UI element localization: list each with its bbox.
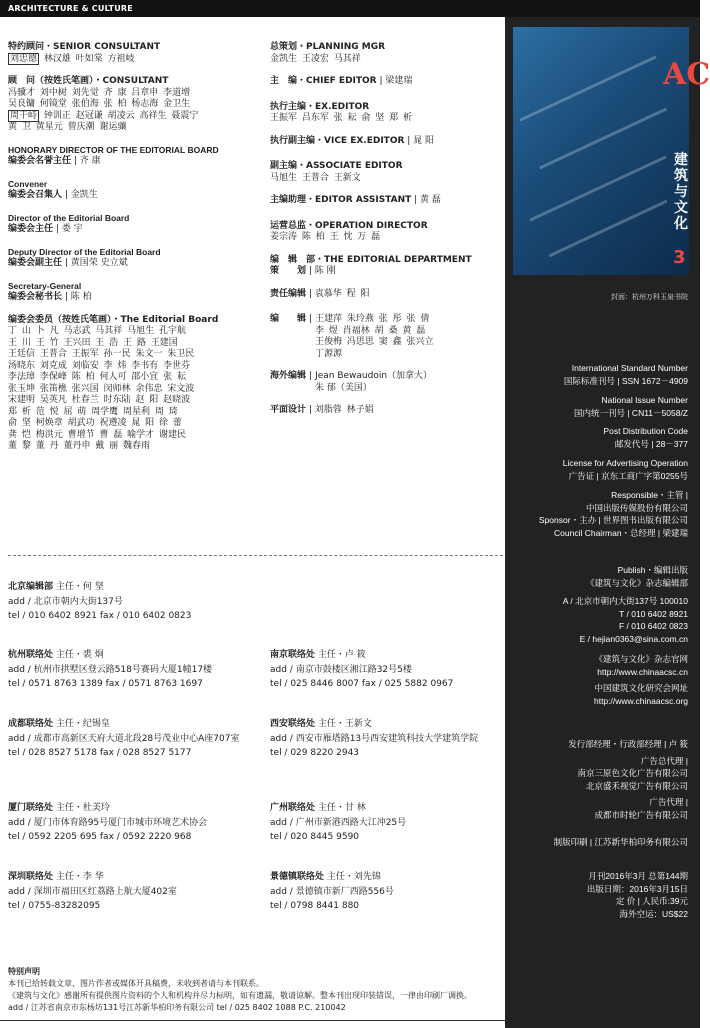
consultant-title: 顾 问（按姓氏笔画）・CONSULTANT	[8, 76, 169, 86]
office-tel: tel / 029 8220 2943	[270, 748, 360, 758]
office-addr: add / 深圳市福田区红荔路上航大厦402室	[8, 886, 177, 897]
editors-row: 李 煜 肖福林 胡 桑 黄 磊	[315, 325, 426, 336]
office-jingdezhen	[270, 870, 502, 914]
middle-column	[270, 42, 502, 428]
consultant-row: 周干峙 钟训正 赵冠谦 胡凌云 高祥生 聂震宁	[10, 110, 199, 121]
associate-label: 副主编・ASSOCIATE EDITOR	[270, 161, 403, 171]
overseas-row: Jean Bewaudoin（加拿大）	[315, 371, 433, 381]
ad-line: 北京盛禾视觉广告有限公司	[585, 780, 688, 791]
office-shenzhen	[8, 870, 258, 914]
chief-planner-block	[270, 42, 502, 65]
operation-block	[270, 221, 502, 244]
convener-name: 金凯生	[70, 190, 98, 200]
ad-block	[512, 738, 688, 821]
issue-line: 月刊2016年3月 总第144期	[588, 871, 688, 881]
secretary-label: 编委会秘书长	[8, 292, 63, 302]
operation-names: 姜宗涛 陈 柏 王 忱 万 磊	[270, 232, 381, 242]
deputy-en: Deputy Director of the Editorial Board	[8, 246, 161, 257]
cover-title: 建筑与文化	[674, 152, 688, 232]
office-tel: tel / 010 6402 8921 fax / 010 6402 0823	[8, 611, 192, 621]
special-notice	[8, 966, 503, 1014]
office-addr: add / 杭州市拱墅区登云路518号赛码大厦1幢17楼	[8, 664, 213, 675]
responsible-names: 袁慕华 程 阳	[314, 288, 370, 299]
chief-editor-name: 梁建瑞	[385, 76, 413, 86]
secretary-name: 陈 柏	[70, 292, 92, 302]
office-head: 主任・王新文	[317, 719, 372, 729]
planner-label: 策 划	[270, 266, 307, 276]
office-name: 景德镇联络处	[270, 872, 325, 882]
cover-image	[513, 27, 710, 275]
office-name: 厦门联络处	[8, 803, 54, 813]
assistant-block: 主编助理・EDITOR ASSISTANT | 黄 磊	[270, 195, 441, 205]
web-line: http://www.chinaacsc.org	[593, 695, 688, 706]
editors-block: 编 辑 | 王建萍 朱玲燕 张 彤 张 倩 李 煜 肖福林 胡 桑 黄 磊 王俊梅 冯思思 窦 鑫 张兴立 丁源源	[270, 314, 434, 359]
consultant-row: 冯骥才 刘中树 刘先觉 齐 康 吕章申 李道增	[8, 87, 191, 98]
consultant-row: 吴良镛 何镜堂 张伯海 张 柏 杨志海 金卫生	[8, 99, 191, 109]
license-block	[512, 457, 688, 482]
web-line: http://www.chinaacsc.cn	[597, 666, 688, 677]
editors-row: 王建萍 朱玲燕 张 彤 张 倩	[315, 314, 430, 324]
office-tel: tel / 0571 8763 1389 fax / 0571 8763 1697	[8, 679, 203, 689]
assistant-label: 主编助理・EDITOR ASSISTANT	[270, 195, 412, 205]
overseas-row: 朱 郁（美国）	[315, 382, 372, 393]
office-tel: tel / 0755-83282095	[8, 901, 101, 911]
notice-line: 《建筑与文化》感谢所有提供图片资料的个人和机构并尽力标明，如有遗漏，敬请谅解。整本刊出现印装错误，一律由印刷厂调换。	[8, 991, 472, 1000]
office-name: 杭州联络处	[8, 650, 54, 660]
boxed-name: 周干峙	[10, 110, 38, 121]
left-column	[8, 42, 263, 464]
post-en: Post Distribution Code	[603, 426, 688, 436]
resp-line: Responsible・主管 |	[611, 490, 688, 500]
board-row: 王廷信 王普合 王振军 孙一民 朱文一 朱卫民	[8, 349, 195, 359]
issue-block	[512, 870, 688, 920]
issn-cn: 国际标准刊号 | SSN 1672－4909	[563, 375, 688, 386]
board-row: 张玉坤 张笛樵 张兴国 闵师林 余伟忠 宋文波	[8, 383, 195, 394]
editors-row: 王俊梅 冯思思 窦 鑫 张兴立	[315, 337, 434, 347]
board-title: 编委会委员（按姓氏笔画）・The Editorial Board	[8, 314, 219, 325]
pub-line: A / 北京市朝内大街137号 100010	[562, 596, 688, 606]
office-tel: tel / 0592 2205 695 fax / 0592 2220 968	[8, 832, 192, 842]
operation-label: 运营总监・OPERATION DIRECTOR	[270, 220, 428, 231]
office-addr: add / 成都市高新区天府大道北段28号茂业中心A座707室	[8, 733, 240, 744]
office-nanjing	[270, 648, 502, 692]
secretary-en: Secretary-General	[8, 280, 82, 291]
office-tel: tel / 025 8446 8007 fax / 025 5882 0967	[270, 679, 454, 689]
vice-exec-label: 执行副主编・VICE EX.EDITOR	[270, 135, 405, 146]
office-head: 主任・卢 筱	[317, 650, 366, 660]
board-row: 丁 山 卜 凡 马志武 马其祥 马旭生 孔宇航	[8, 326, 187, 336]
associate-block	[270, 161, 502, 184]
planner-name: 陈 刚	[314, 266, 336, 276]
chief-editor-label: 主 编・CHIEF EDITOR	[270, 76, 377, 86]
board-row: 汤晓东 刘克成 刘临安 李 炜 李书有 李世芬	[8, 360, 191, 371]
special-advisor-title: 特约顾问・SENIOR CONSULTANT	[8, 42, 161, 52]
office-head: 主任・刘先锦	[326, 872, 381, 882]
cover-issue-number: 3	[673, 247, 686, 268]
honorary-name: 齐 康	[79, 156, 101, 166]
consultant-row: 黄 卫 黄星元 曾庆潮 谢运骧	[8, 122, 127, 132]
issn-en: International Standard Number	[571, 363, 688, 373]
special-advisor-names: 刘忠德 林汉雄 叶如棠 方祖岐	[10, 53, 135, 64]
chief-planner-label: 总策划・PLANNING MGR	[270, 42, 386, 52]
cn-block	[512, 394, 688, 419]
office-head: 主任・杜美玲	[55, 803, 110, 813]
issue-line: 出版日期：2016年3月15日	[586, 883, 688, 894]
board-row: 宋建明 吴英凡 杜春兰 时东陆 赵 阳 赵晓波	[8, 395, 191, 405]
board-row: 俞 坚 柯焕章 胡武功 祝遵凌 晁 阳 徐 蕾	[8, 418, 182, 428]
office-addr: add / 厦门市体育路95号厦门市城市环境艺术协会	[8, 817, 208, 828]
board-row: 王 川 王 竹 王兴田 王 浩 王 路 王建国	[8, 337, 178, 348]
office-name: 北京编辑部	[8, 582, 54, 592]
license-en: License for Advertising Operation	[562, 458, 688, 468]
deputy-label: 编委会副主任	[8, 258, 63, 268]
post-block	[512, 425, 688, 450]
notice-line: 本刊已给转载文章、图片作者或媒体开具稿费，未收到者请与本刊联系。	[8, 979, 264, 988]
honorary-block: HONORARY DIRECTOR OF THE EDITORIAL BOARD 编委会名誉主任 | 齐 康	[8, 145, 263, 168]
section-divider	[8, 555, 503, 556]
office-beijing	[8, 580, 258, 624]
director-en: Director of the Editorial Board	[8, 212, 130, 223]
office-head: 主任・何 坚	[55, 582, 104, 592]
office-name: 南京联络处	[270, 650, 316, 660]
office-addr: add / 北京市朝内大街137号	[8, 596, 123, 607]
special-advisor-block	[8, 42, 263, 65]
editors-label: 编 辑	[270, 314, 307, 324]
board-row: 龚 恺 梅洪元 曹增节 曹 磊 喻学才 谢建民	[8, 429, 187, 440]
office-head: 主任・裘 炯	[55, 650, 104, 660]
cover-logo: AC	[663, 57, 710, 92]
deputy-name: 黄国荣 史立斌	[70, 258, 128, 268]
cn-cn: 国内统一刊号 | CN11－5058/Z	[574, 407, 688, 418]
exec-editor-label: 执行主编・EX.EDITOR	[270, 101, 370, 112]
convener-block: Convener 编委会召集人 | 金凯生	[8, 179, 263, 202]
notice-footer: add / 江苏省南京市东杨坊131号江苏新华柏印务有限公司 tel / 025 8402 1088 P.C. 210042	[8, 1003, 346, 1012]
exec-editor-block	[270, 102, 502, 125]
web-line: 中国建筑文化研究会网址	[594, 683, 688, 693]
office-tel: tel / 020 8445 9590	[270, 832, 360, 842]
office-name: 西安联络处	[270, 719, 316, 729]
notice-title: 特别声明	[8, 967, 40, 976]
director-label: 编委会主任	[8, 224, 54, 234]
chief-editor-block: 主 编・CHIEF EDITOR | 梁建瑞	[270, 76, 413, 86]
overseas-label: 海外编辑	[270, 371, 307, 381]
board-row: 郑 析 范 悦 屈 萌 周学鹰 周星利 周 琦	[8, 406, 178, 417]
office-addr: add / 景德镇市新厂西路556号	[270, 886, 394, 897]
office-xian	[270, 717, 502, 761]
office-name: 广州联络处	[270, 803, 316, 813]
office-addr: add / 南京市鼓楼区湘江路32号5楼	[270, 664, 412, 675]
resp-line: Council Chairman・总经理 | 梁建瑞	[554, 527, 688, 538]
web-line: 《建筑与文化》杂志官网	[594, 654, 688, 664]
overseas-block: 海外编辑 | Jean Bewaudoin（加拿大） 朱 郁（美国）	[270, 371, 433, 393]
office-head: 主任・甘 林	[317, 803, 366, 813]
office-tel: tel / 0798 8441 880	[270, 901, 360, 911]
honorary-label: 编委会名誉主任	[8, 156, 72, 166]
deputy-block: Deputy Director of the Editorial Board 编委会副主任 | 黄国荣 史立斌	[8, 247, 263, 270]
license-cn: 广告证 | 京东工商广字第0255号	[568, 470, 688, 481]
office-chengdu	[8, 717, 248, 761]
post-cn: 邮发代号 | 28－377	[614, 438, 688, 449]
consultant-block	[8, 76, 263, 134]
office-name: 成都联络处	[8, 719, 54, 729]
web-block	[512, 653, 688, 707]
header-bar	[0, 0, 700, 17]
convener-en: Convener	[8, 178, 48, 189]
resp-line: 中国出版传媒股份有限公司	[585, 502, 688, 513]
pub-line: 《建筑与文化》杂志编辑部	[585, 577, 688, 588]
director-block: Director of the Editorial Board 编委会主任 | 娄 宇	[8, 213, 263, 236]
boxed-name: 刘忠德	[10, 53, 38, 64]
office-xiamen	[8, 801, 258, 845]
ad-line: 成都市时轮广告有限公司	[594, 809, 688, 820]
vice-exec-name: 晁 阳	[413, 135, 435, 146]
resp-line: Sponsor・主办 | 世界图书出版有限公司	[538, 515, 688, 525]
ad-line: 南京三原色文化广告有限公司	[577, 768, 688, 778]
pub-line: T / 010 6402 8921	[619, 608, 688, 619]
chief-planner-names: 金凯生 王凌宏 马其祥	[270, 53, 361, 64]
board-block	[8, 315, 263, 453]
ad-line: 广告总代理 |	[640, 755, 688, 766]
secretary-block: Secretary-General 编委会秘书长 | 陈 柏	[8, 281, 263, 304]
office-name: 深圳联络处	[8, 872, 54, 882]
board-row: 董 黎 董 丹 董丹申 戴 丽 魏春雨	[8, 441, 151, 451]
office-addr: add / 西安市雁塔路13号西安建筑科技大学建筑学院	[270, 733, 479, 744]
dept-block: 编 辑 部・THE EDITORIAL DEPARTMENT 策 划 | 陈 刚	[270, 255, 502, 278]
design-block: 平面设计 | 刘脂蓉 林子娟	[270, 405, 374, 415]
dept-label: 编 辑 部・THE EDITORIAL DEPARTMENT	[270, 254, 472, 265]
print-line: 制版印刷 | 江苏新华柏印务有限公司	[553, 837, 688, 847]
office-head: 主任・李 华	[55, 872, 104, 882]
exec-editor-names: 王振军 吕东军 张 耘 俞 坚 郑 析	[270, 113, 413, 123]
editors-row: 丁源源	[315, 348, 343, 359]
director-name: 娄 宇	[61, 224, 83, 234]
office-hangzhou	[8, 648, 258, 692]
honorary-en: HONORARY DIRECTOR OF THE EDITORIAL BOARD	[8, 144, 219, 155]
office-addr: add / 广州市新港西路大江冲25号	[270, 817, 407, 828]
responsible-block	[512, 489, 688, 539]
publish-block	[512, 564, 688, 645]
pub-line: E / hejian0363@sina.com.cn	[579, 633, 688, 644]
ad-line: 广告代理 |	[649, 797, 688, 807]
cover-caption: 封面：杭州万科玉泉书院	[611, 293, 688, 301]
cn-en: National Issue Number	[601, 395, 688, 405]
responsible-block: 责任编辑 | 袁慕华 程 阳	[270, 288, 370, 299]
issue-line: 海外空运：US$22	[619, 908, 688, 919]
issn-block	[512, 362, 688, 387]
convener-label: 编委会召集人	[8, 190, 63, 200]
pub-line: F / 010 6402 0823	[618, 621, 688, 631]
ad-line: 发行部经理・行政部经理 | 卢 筱	[568, 739, 688, 749]
responsible-label: 责任编辑	[270, 288, 307, 299]
design-names: 刘脂蓉 林子娟	[314, 405, 374, 415]
office-guangzhou	[270, 801, 502, 845]
office-tel: tel / 028 8527 5178 fax / 028 8527 5177	[8, 748, 192, 758]
print-block	[512, 836, 688, 849]
pub-line: Publish・编辑出版	[617, 565, 688, 575]
assistant-name: 黄 磊	[420, 195, 441, 205]
section-label: ARCHITECTURE & CULTURE	[8, 4, 133, 13]
board-row: 李法璋 李保峰 陈 柏 何人可 邵小宜 张 耘	[8, 372, 187, 382]
office-head: 主任・纪锡皇	[55, 719, 110, 729]
associate-names: 马旭生 王普合 王新文	[270, 172, 361, 183]
vice-exec-block: 执行副主编・VICE EX.EDITOR | 晁 阳	[270, 135, 435, 146]
design-label: 平面设计	[270, 405, 307, 415]
issue-line: 定 价 | 人民币:39元	[615, 896, 688, 906]
